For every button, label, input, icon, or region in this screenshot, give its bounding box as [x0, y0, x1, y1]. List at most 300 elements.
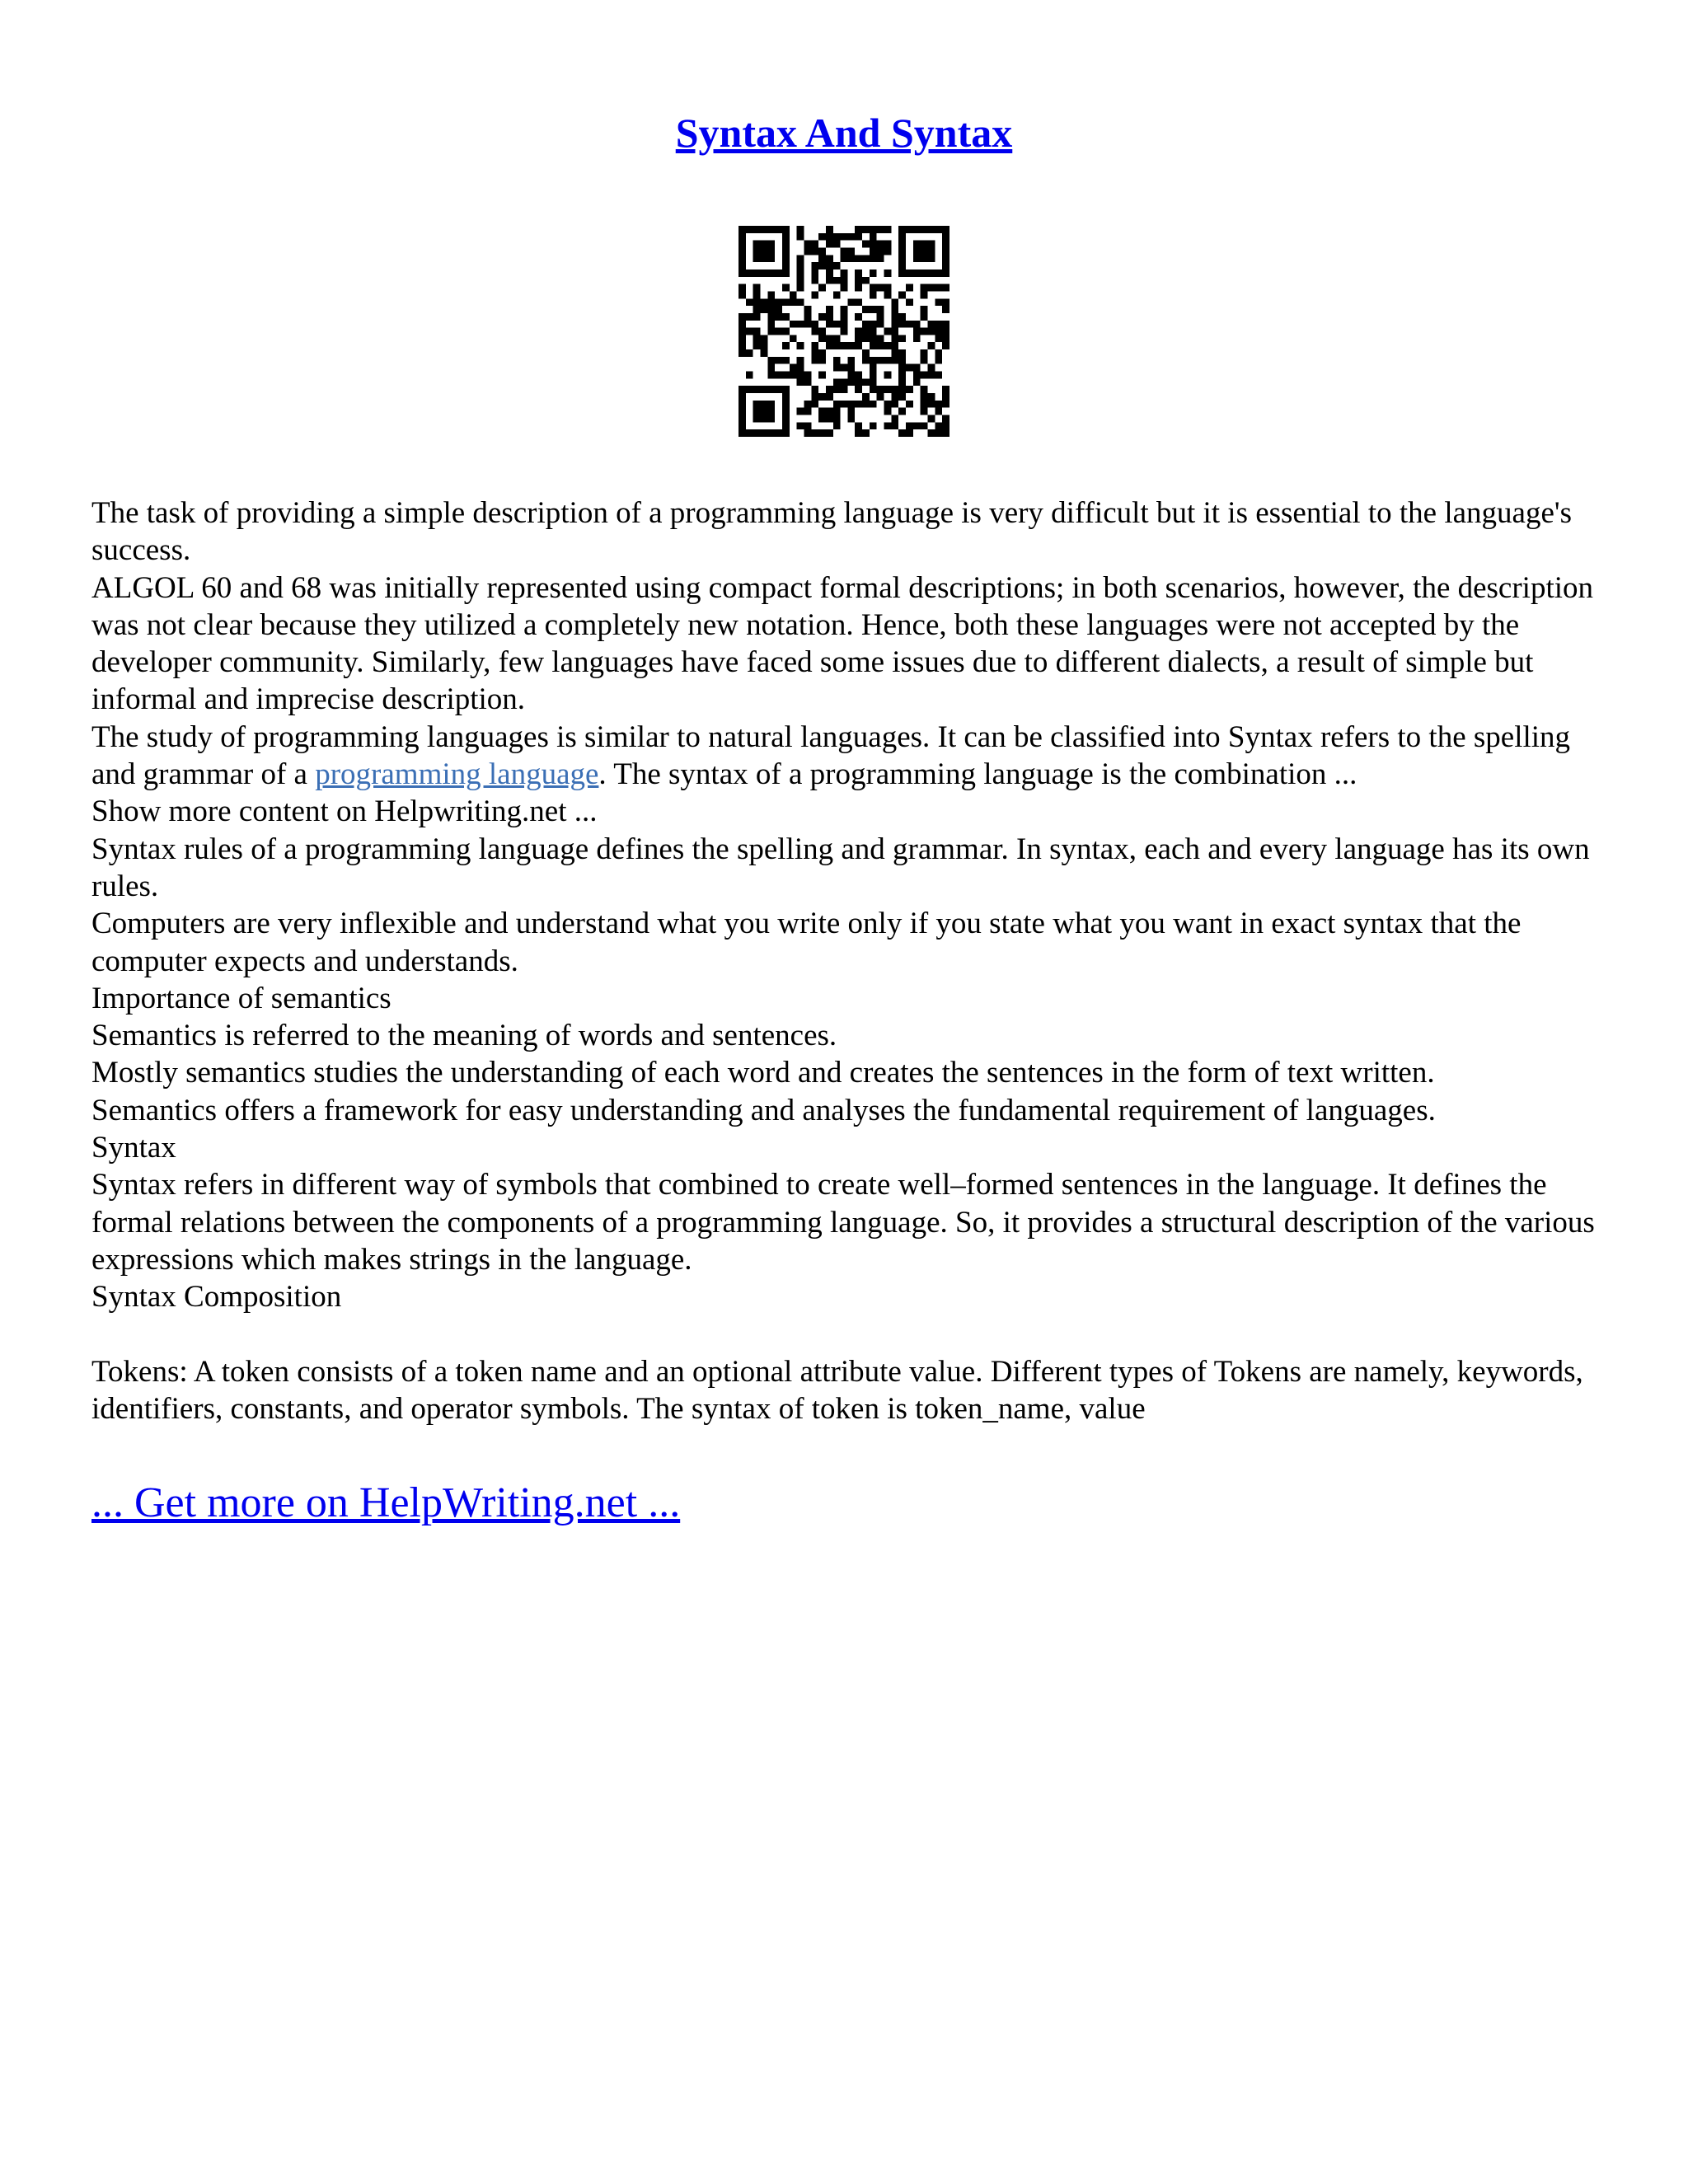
qr-module [891, 349, 898, 357]
qr-module [833, 357, 841, 364]
qr-module [884, 342, 892, 349]
qr-module [942, 335, 950, 342]
qr-module [797, 269, 804, 277]
paragraph-computers: Computers are very inflexible and understand what you write only if you state what you want in exact syntax that the computer expects and understands. [91, 907, 1522, 978]
qr-module [826, 233, 833, 241]
qr-module [855, 313, 862, 321]
qr-module [826, 321, 833, 328]
qr-module [928, 372, 935, 379]
qr-module [877, 393, 884, 401]
qr-module [906, 226, 913, 233]
qr-module [811, 393, 818, 401]
qr-module [942, 298, 950, 306]
qr-module [928, 342, 935, 349]
paragraph-study-end: . The syntax of a programming language is the combination ... [598, 757, 1357, 792]
qr-module [898, 233, 906, 241]
qr-module [913, 241, 921, 248]
qr-module [870, 328, 877, 335]
paragraph-semantics-studies: Mostly semantics studies the understanding of each word and creates the sentences in the form of text written. [91, 1056, 1435, 1090]
qr-module [855, 335, 862, 342]
qr-module [811, 291, 818, 298]
qr-module [833, 378, 841, 386]
qr-module [921, 422, 928, 429]
qr-module [847, 298, 855, 306]
qr-module [811, 429, 818, 437]
qr-module [884, 247, 892, 255]
qr-module [870, 306, 877, 313]
qr-module [884, 401, 892, 408]
qr-module [738, 386, 746, 393]
qr-module [738, 335, 746, 342]
qr-module [906, 321, 913, 328]
qr-module [891, 335, 898, 342]
qr-module [891, 415, 898, 423]
qr-module [826, 277, 833, 284]
qr-module [898, 386, 906, 393]
qr-module [877, 335, 884, 342]
qr-module [928, 364, 935, 372]
qr-module [767, 255, 775, 262]
qr-module [841, 277, 848, 284]
qr-module [767, 401, 775, 408]
qr-module [884, 241, 892, 248]
qr-module [797, 233, 804, 241]
qr-module [782, 342, 790, 349]
qr-module [935, 408, 942, 415]
heading-syntax-composition: Syntax Composition [91, 1280, 342, 1315]
qr-module [753, 269, 761, 277]
qr-module [746, 269, 753, 277]
qr-module [855, 386, 862, 393]
qr-module [841, 247, 848, 255]
qr-module [811, 247, 818, 255]
qr-module [833, 422, 841, 429]
qr-module [935, 298, 942, 306]
qr-module [826, 342, 833, 349]
qr-module [746, 386, 753, 393]
qr-module [928, 226, 935, 233]
qr-module [862, 328, 870, 335]
qr-module [746, 226, 753, 233]
qr-module [841, 313, 848, 321]
qr-module [782, 408, 790, 415]
qr-module [760, 415, 767, 423]
qr-module [935, 328, 942, 335]
qr-module [790, 364, 797, 372]
qr-module [870, 335, 877, 342]
qr-module [898, 321, 906, 328]
qr-module [877, 342, 884, 349]
qr-module [738, 284, 746, 292]
qr-module [855, 378, 862, 386]
qr-module [804, 429, 811, 437]
qr-module [841, 364, 848, 372]
qr-module [782, 393, 790, 401]
qr-module [906, 298, 913, 306]
paragraph-syntax-rules: Syntax rules of a programming language defines the spelling and grammar. In syntax, each and every language has its own rules. [91, 832, 1590, 903]
qr-module [804, 408, 811, 415]
qr-module [767, 372, 775, 379]
qr-module [862, 335, 870, 342]
qr-module [847, 378, 855, 386]
qr-module [942, 247, 950, 255]
qr-module [811, 328, 818, 335]
qr-module [935, 401, 942, 408]
qr-module [935, 284, 942, 292]
qr-module [870, 357, 877, 364]
qr-module [921, 372, 928, 379]
qr-module [818, 233, 826, 241]
qr-module [811, 269, 818, 277]
qr-module [833, 415, 841, 423]
qr-module [891, 386, 898, 393]
qr-module [906, 269, 913, 277]
qr-module [760, 241, 767, 248]
qr-module [818, 408, 826, 415]
qr-module [913, 321, 921, 328]
qr-module [921, 284, 928, 292]
qr-module [811, 386, 818, 393]
qr-module [862, 241, 870, 248]
qr-module [797, 372, 804, 379]
qr-module [891, 298, 898, 306]
paragraph-semantics-framework: Semantics offers a framework for easy understanding and analyses the fundamental requirement of languages. [91, 1093, 1436, 1127]
qr-module [913, 335, 921, 342]
qr-module [797, 342, 804, 349]
qr-module [841, 342, 848, 349]
qr-module [767, 364, 775, 372]
qr-module [921, 393, 928, 401]
qr-module [760, 298, 767, 306]
qr-module [862, 357, 870, 364]
qr-module [782, 269, 790, 277]
qr-module [818, 349, 826, 357]
qr-module [862, 226, 870, 233]
qr-module [877, 321, 884, 328]
qr-module [870, 284, 877, 292]
qr-module [913, 364, 921, 372]
qr-module [811, 321, 818, 328]
qr-module [811, 262, 818, 269]
qr-module [782, 247, 790, 255]
qr-module [753, 247, 761, 255]
qr-module [942, 393, 950, 401]
qr-module [913, 269, 921, 277]
qr-module [847, 357, 855, 364]
qr-module [855, 269, 862, 277]
qr-module [738, 226, 746, 233]
qr-module [826, 386, 833, 393]
qr-module [738, 415, 746, 423]
qr-module [826, 306, 833, 313]
qr-module [782, 226, 790, 233]
qr-module [760, 349, 767, 357]
qr-module [833, 321, 841, 328]
qr-module [833, 335, 841, 342]
qr-module [782, 241, 790, 248]
qr-module [942, 342, 950, 349]
title-link[interactable]: Syntax And Syntax [675, 110, 1013, 156]
qr-module [804, 422, 811, 429]
qr-module [753, 342, 761, 349]
qr-module [898, 372, 906, 379]
qr-module [738, 269, 746, 277]
qr-module [906, 364, 913, 372]
qr-module [870, 378, 877, 386]
qr-module [775, 328, 782, 335]
qr-module [841, 328, 848, 335]
qr-module [833, 342, 841, 349]
qr-module [877, 313, 884, 321]
qr-module [782, 422, 790, 429]
qr-module [942, 255, 950, 262]
qr-module [847, 408, 855, 415]
qr-module [928, 255, 935, 262]
qr-module [775, 429, 782, 437]
qr-module [870, 247, 877, 255]
qr-module [790, 321, 797, 328]
qr-module [841, 386, 848, 393]
qr-module [826, 335, 833, 342]
qr-module [767, 269, 775, 277]
qr-module [913, 247, 921, 255]
qr-module [921, 328, 928, 335]
qr-module [818, 313, 826, 321]
qr-module [913, 226, 921, 233]
qr-module [935, 372, 942, 379]
qr-module [767, 328, 775, 335]
qr-module [847, 233, 855, 241]
qr-module [884, 269, 892, 277]
qr-module [738, 328, 746, 335]
qr-module [847, 415, 855, 423]
qr-module [833, 233, 841, 241]
qr-module [775, 306, 782, 313]
qr-module [826, 429, 833, 437]
qr-module [841, 233, 848, 241]
qr-module [738, 393, 746, 401]
qr-module [928, 247, 935, 255]
qr-module [877, 255, 884, 262]
qr-module [942, 386, 950, 393]
show-more-text: Show more content on Helpwriting.net ... [91, 794, 598, 829]
qr-module [862, 429, 870, 437]
qr-module [928, 269, 935, 277]
qr-module [884, 291, 892, 298]
qr-module [804, 321, 811, 328]
qr-module [775, 372, 782, 379]
qr-module [935, 226, 942, 233]
qr-module [746, 349, 753, 357]
qr-module [935, 335, 942, 342]
qr-module [753, 306, 761, 313]
qr-module [928, 321, 935, 328]
qr-module [760, 429, 767, 437]
qr-module [797, 364, 804, 372]
spacer [91, 1316, 1600, 1353]
qr-module [767, 429, 775, 437]
qr-module [767, 415, 775, 423]
qr-module [753, 429, 761, 437]
qr-module [891, 328, 898, 335]
qr-module [833, 408, 841, 415]
qr-module [797, 277, 804, 284]
qr-module [826, 262, 833, 269]
qr-module [790, 335, 797, 342]
qr-module [898, 364, 906, 372]
qr-module [790, 372, 797, 379]
qr-module [826, 408, 833, 415]
qr-module [855, 401, 862, 408]
qr-module [877, 306, 884, 313]
qr-module [818, 429, 826, 437]
qr-module [942, 321, 950, 328]
qr-module [753, 415, 761, 423]
qr-module [870, 422, 877, 429]
qr-module [753, 328, 761, 335]
qr-module [898, 291, 906, 298]
qr-module [753, 335, 761, 342]
qr-module [862, 255, 870, 262]
qr-module [775, 226, 782, 233]
qr-module [767, 321, 775, 328]
paragraph-semantics-meaning: Semantics is referred to the meaning of words and sentences. [91, 1019, 837, 1053]
paragraph-intro: The task of providing a simple description of a programming language is very difficult but it is essential to the language's success. [91, 496, 1572, 568]
qr-module [921, 255, 928, 262]
qr-module [913, 422, 921, 429]
qr-module [841, 255, 848, 262]
qr-module [898, 226, 906, 233]
qr-module [782, 298, 790, 306]
qr-module [898, 393, 906, 401]
qr-module [921, 349, 928, 357]
get-more-link[interactable]: ... Get more on HelpWriting.net ... [91, 1479, 681, 1526]
qr-module [811, 401, 818, 408]
qr-module [855, 277, 862, 284]
paragraph-study-start: The study of programming languages is similar to natural languages. It can be classified into Syntax refers to the spelling and grammar of a [91, 719, 1571, 792]
qr-module [760, 342, 767, 349]
qr-module [811, 241, 818, 248]
qr-module [935, 321, 942, 328]
qr-module [884, 284, 892, 292]
qr-module [898, 262, 906, 269]
qr-module [898, 241, 906, 248]
qr-module [884, 328, 892, 335]
qr-module [782, 313, 790, 321]
qr-module [928, 415, 935, 423]
qr-module [841, 378, 848, 386]
qr-module [767, 298, 775, 306]
qr-module [928, 401, 935, 408]
qr-module [818, 357, 826, 364]
qr-module [818, 393, 826, 401]
qr-module [767, 386, 775, 393]
qr-module [942, 401, 950, 408]
qr-module [921, 241, 928, 248]
qr-module [877, 386, 884, 393]
qr-module [746, 298, 753, 306]
qr-module [921, 291, 928, 298]
qr-module [870, 269, 877, 277]
qr-module [767, 241, 775, 248]
qr-module [877, 226, 884, 233]
qr-module [797, 284, 804, 292]
qr-module [921, 357, 928, 364]
qr-module [753, 291, 761, 298]
qr-module [870, 255, 877, 262]
qr-module [855, 226, 862, 233]
qr-module [841, 269, 848, 277]
qr-module [855, 422, 862, 429]
qr-module [942, 306, 950, 313]
qr-module [877, 247, 884, 255]
qr-module [775, 269, 782, 277]
qr-module [767, 247, 775, 255]
qr-module [906, 422, 913, 429]
qr-module [767, 306, 775, 313]
qr-module [884, 386, 892, 393]
qr-module [738, 408, 746, 415]
qr-module [847, 342, 855, 349]
qr-module [797, 298, 804, 306]
qr-module [855, 255, 862, 262]
qr-module [767, 313, 775, 321]
programming-language-link[interactable]: programming language [315, 757, 599, 792]
qr-module [760, 401, 767, 408]
qr-module [818, 328, 826, 335]
qr-module [870, 226, 877, 233]
qr-module [913, 372, 921, 379]
qr-module [935, 349, 942, 357]
qr-module [913, 378, 921, 386]
qr-module [738, 349, 746, 357]
qr-module [782, 386, 790, 393]
qr-module [847, 247, 855, 255]
qr-module [942, 241, 950, 248]
qr-module [884, 357, 892, 364]
qr-module [738, 233, 746, 241]
qr-module [811, 357, 818, 364]
qr-module [891, 313, 898, 321]
qr-module [818, 335, 826, 342]
qr-module [877, 357, 884, 364]
qr-module [746, 313, 753, 321]
qr-module [804, 401, 811, 408]
qr-module [782, 255, 790, 262]
qr-module [753, 401, 761, 408]
qr-module [906, 386, 913, 393]
qr-module [767, 357, 775, 364]
qr-module [884, 422, 892, 429]
qr-module [775, 313, 782, 321]
qr-module [833, 277, 841, 284]
qr-module [826, 415, 833, 423]
qr-module [760, 255, 767, 262]
qr-module [935, 357, 942, 364]
qr-module [746, 429, 753, 437]
qr-module [767, 226, 775, 233]
qr-module [891, 306, 898, 313]
qr-module [862, 401, 870, 408]
qr-module [855, 284, 862, 292]
qr-module [891, 357, 898, 364]
qr-module [942, 415, 950, 423]
qr-module [818, 415, 826, 423]
qr-module [738, 247, 746, 255]
qr-module [898, 247, 906, 255]
qr-module [767, 291, 775, 298]
qr-module [870, 386, 877, 393]
